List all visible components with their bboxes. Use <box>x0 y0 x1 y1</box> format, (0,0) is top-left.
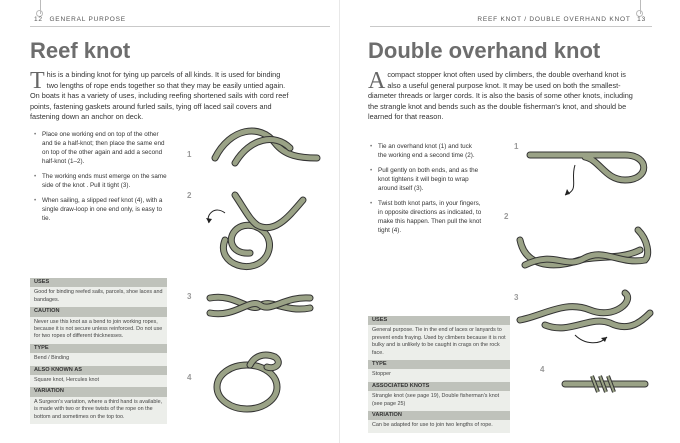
info-body: Bend / Binding <box>34 355 70 362</box>
drop-cap: T <box>30 68 45 94</box>
right-page <box>340 0 680 443</box>
reef-knot-step3-illustration <box>205 288 315 323</box>
page-number: 12 <box>34 16 43 23</box>
double-overhand-step2-illustration <box>510 210 655 280</box>
figure-number: 1 <box>187 150 192 159</box>
info-body: Good for binding reefed sails, parcels, shoe laces and bandages. <box>34 289 163 303</box>
page-number: 13 <box>637 16 646 23</box>
figure-number: 4 <box>187 373 192 382</box>
info-body: A Surgeon's variation, where a third hand is available, is made with two or three twists of the rope on the bottom and sometimes on the top too. <box>34 398 163 420</box>
info-heading: CAUTION <box>30 307 167 316</box>
figure-number: 2 <box>504 212 509 221</box>
info-body: Square knot, Hercules knot <box>34 377 100 384</box>
running-head-text: GENERAL PURPOSE <box>49 16 126 23</box>
info-body: Strangle knot (see page 19), Double fisherman's knot (see page 25) <box>372 393 500 407</box>
info-heading: USES <box>368 316 510 325</box>
figure-number: 3 <box>514 293 519 302</box>
step-item: • The working ends must emerge on the same side of the knot . Pull it tight (3). <box>34 172 170 190</box>
double-overhand-step1-illustration <box>525 135 655 195</box>
page-title: Double overhand knot <box>368 38 601 63</box>
intro-paragraph <box>30 70 292 123</box>
info-body: Never use this knot as a bend to join working ropes, because it is not secure unless reinforced. Do not use for two ropes of different thicknesses. <box>34 318 163 340</box>
double-overhand-step3-illustration <box>515 285 655 350</box>
info-body: Can be adapted for use to join two lengths of rope. <box>372 422 493 429</box>
figure-number: 1 <box>514 142 519 151</box>
steps-list <box>370 142 482 241</box>
info-heading: USES <box>30 278 167 287</box>
right-running-head <box>477 16 650 23</box>
drop-cap: A <box>368 68 386 94</box>
info-heading: ALSO KNOWN AS <box>30 366 167 375</box>
step-item: • When sailing, a slipped reef knot (4), with a single draw-loop in one end only, is easy to tie. <box>34 196 170 223</box>
info-box <box>30 278 167 424</box>
running-head-text: REEF KNOT / DOUBLE OVERHAND KNOT <box>477 16 631 23</box>
header-rule <box>30 26 330 27</box>
page-title: Reef knot <box>30 38 131 63</box>
double-overhand-step4-illustration <box>560 370 650 400</box>
step-item: • Tie an overhand knot (1) and tuck the working end a second time (2). <box>370 142 482 160</box>
header-rule <box>370 26 652 27</box>
figure-number: 3 <box>187 292 192 301</box>
info-body: General purpose. Tie in the end of laces or lanyards to prevent ends fraying. Used by climbers because it is not bulky and is unlikely to be caught in crags on the rock face. <box>372 327 506 356</box>
step-item: • Pull gently on both ends, and as the knot tightens it will begin to wrap around itself (3). <box>370 166 482 193</box>
info-heading: VARIATION <box>30 387 167 396</box>
step-item: • Place one working end on top of the other and tie a half-knot; then place the same end on top of the other again and add a second half-knot (1–2). <box>34 130 170 166</box>
intro-text: his is a binding knot for tying up parcels of all kinds. It is used for binding two lengths of rope ends together so that they may be easily untied again. On boats it has a variety of uses, including reefing shortened sails with cord reef points, fastening gaskets around furled sails, tying off laced sail covers and fastening down an anchor on deck. <box>30 70 289 122</box>
info-heading: ASSOCIATED KNOTS <box>368 382 510 391</box>
intro-paragraph <box>368 70 636 123</box>
steps-list <box>34 130 170 229</box>
info-box <box>368 316 510 433</box>
step-item: • Twist both knot parts, in your fingers, in opposite directions as indicated, to make this happen. Then pull the knot tight (4). <box>370 199 482 235</box>
reef-knot-step1-illustration <box>205 118 325 178</box>
info-heading: VARIATION <box>368 411 510 420</box>
info-body: Stopper <box>372 371 391 378</box>
reef-knot-step4-illustration <box>205 345 295 415</box>
intro-text: compact stopper knot often used by climbers, the double overhand knot is also a useful general purpose knot. It may be used on both the smallest-diameter threads or larger cords. It is also the basis of some other knots, including the strangle knot and bends such as the double fisherman's knot, and should be learned for that reason. <box>368 70 633 122</box>
figure-number: 4 <box>540 365 545 374</box>
left-running-head <box>30 16 126 23</box>
info-heading: TYPE <box>368 360 510 369</box>
reef-knot-step2-illustration <box>195 185 315 280</box>
info-heading: TYPE <box>30 344 167 353</box>
figure-number: 2 <box>187 191 192 200</box>
